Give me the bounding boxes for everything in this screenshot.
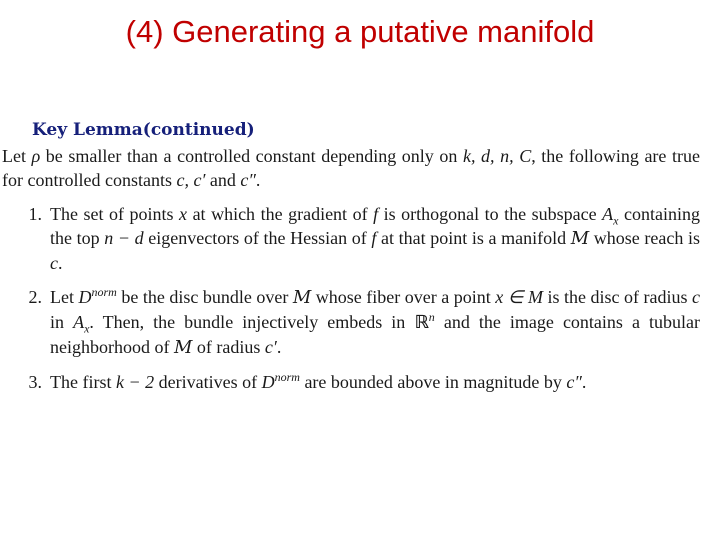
lemma-block [0, 118, 700, 404]
lemma-intro [0, 144, 700, 192]
list-item [0, 202, 700, 275]
list-item-number: 2 . [0, 285, 50, 360]
reals-symbol: ℝ [414, 312, 429, 333]
constant-c-double-prime: c″ [240, 170, 256, 190]
list-item-text: Let $D^{norm}$ be the disc bundle over M whose fiber over a point x ∈ M is the disc of radius c in $A_x$. Then, the bundle injectively embeds in ℝ$^n$ and the image contains a tubular neighborhood of M of radius c′. [50, 285, 700, 358]
list-item-text: The first k − 2 derivatives of $D^{norm}$ are bounded above in magnitude by c″. [50, 370, 587, 392]
slide-title: (4) Generating a putative manifold [125, 14, 595, 49]
list-item [0, 285, 700, 360]
list-item-number: 1 . [0, 202, 50, 275]
intro-text: Let [2, 146, 32, 166]
manifold-symbol: M [570, 228, 590, 249]
list-item-number: 3 . [0, 370, 50, 394]
constants: c, c′ [176, 170, 206, 190]
lemma-list [0, 202, 700, 394]
parameter-list: k, d, n, C [462, 146, 532, 166]
intro-text: and [205, 170, 241, 190]
list-item [0, 370, 700, 394]
intro-text: . [255, 170, 261, 190]
intro-text: , the following are true for controlled constants [2, 146, 700, 190]
lemma-heading: Key Lemma(continued) [32, 120, 255, 140]
intro-text: be smaller than a controlled constant depending only on [40, 146, 463, 166]
rho-symbol: ρ [31, 146, 41, 166]
list-item-text: The set of points x at which the gradient of f is orthogonal to the subspace $A_x$ containing the top n − d eigenvectors of the Hessian of f at that point is a manifold M whose reach is c. [50, 204, 700, 273]
